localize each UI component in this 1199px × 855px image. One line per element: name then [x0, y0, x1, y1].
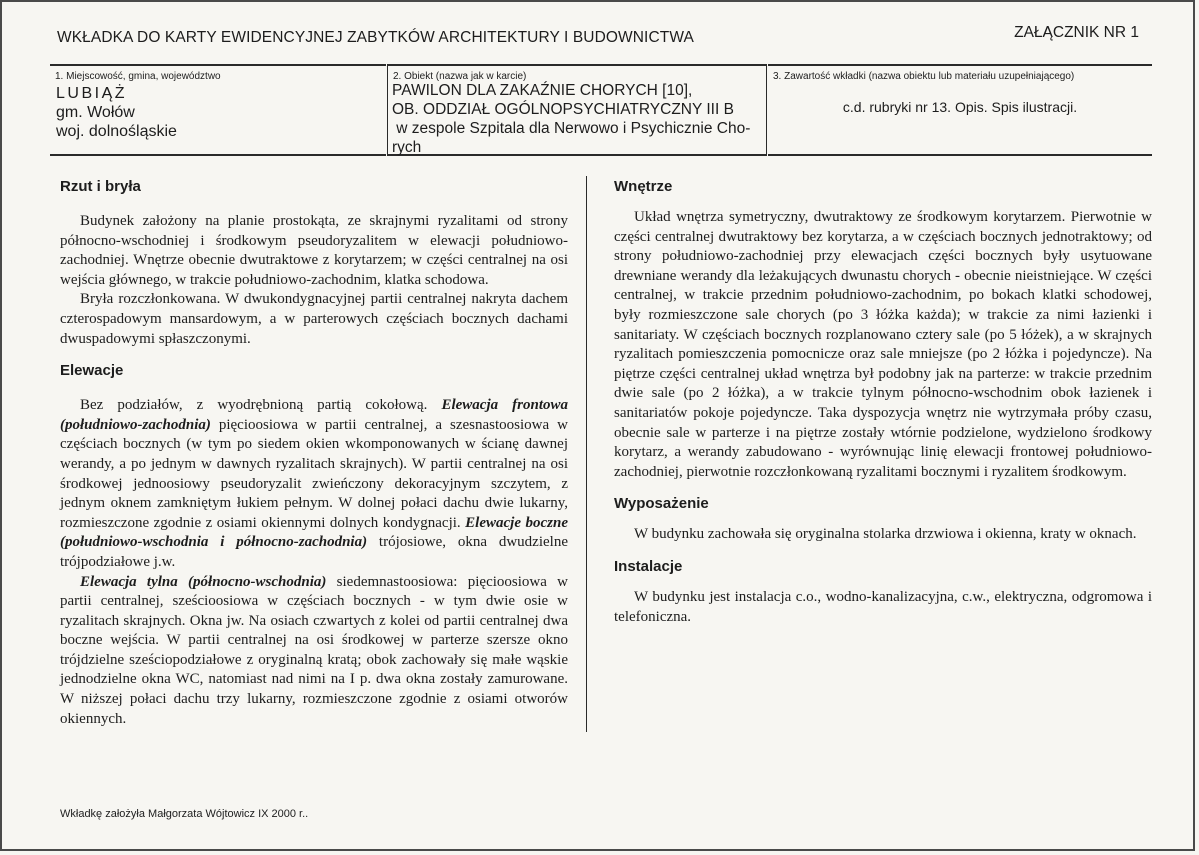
place-name: LUBIĄŻ: [56, 85, 128, 102]
object-line-3: w zespole Szpitala dla Nerwowo i Psychicznie Cho-: [392, 120, 751, 137]
location-values: [56, 84, 177, 141]
heading-wnetrze: Wnętrze: [614, 178, 673, 195]
contents-box: [768, 64, 1152, 156]
paragraph-elewacje-2: [60, 573, 568, 730]
object-line-2: OB. ODDZIAŁ OGÓLNOPSYCHIATRYCZNY III B: [392, 101, 734, 118]
left-column: [60, 176, 568, 729]
object-box: [387, 64, 767, 156]
location-box: [50, 64, 386, 156]
text-run: Bez podziałów, z wyodrębnioną partią cokołową.: [80, 397, 442, 414]
text-run: pięcioosiowa w partii centralnej, a szesnastoosiowa w częściach bocznych (w tym po siedem okien wkomponowanych w ścianę dawnej werandy, a po jednym w dawnych ryzalitach skrajnych). W partii centralnej na osi środkowej jednoosiowy pseudoryzalit zwieńczony dekoracyjnym szczytem, z jednym oknem zamkniętym łukiem pełnym. W dolnej połaci dachu dwie lukarny, rozmieszczone zgodnie z osiami okiennymi dolnych kondygnacji.: [60, 416, 568, 531]
author-note: Wkładkę założyła Małgorzata Wójtowicz IX 2000 r..: [60, 808, 309, 820]
object-line-4: rych: [392, 139, 422, 156]
heading-rzut: Rzut i bryła: [60, 178, 141, 195]
paragraph-wyposazenie: W budynku zachowała się oryginalna stolarka drzwiowa i okienna, kraty w oknach.: [634, 526, 1137, 543]
form-title: WKŁADKA DO KARTY EWIDENCYJNEJ ZABYTKÓW ARCHITEKTURY I BUDOWNICTWA: [57, 29, 694, 46]
right-column: [614, 176, 1152, 627]
location-label: 1. Miejscowość, gmina, województwo: [55, 71, 221, 82]
text-run: trójosiowe, okna dwudzielne trójpodziałowe j.w.: [60, 534, 568, 570]
contents-value: c.d. rubryki nr 13. Opis. Spis ilustracji.: [842, 99, 1078, 115]
annex-number: ZAŁĄCZNIK NR 1: [1014, 24, 1139, 41]
column-divider: [586, 176, 587, 732]
object-name: [392, 81, 762, 157]
paragraph-elewacje-1: [60, 396, 568, 572]
heading-instalacje: Instalacje: [614, 557, 683, 575]
emphasis-front-elevation: Elewacja frontowa (południowo-zachodnia): [60, 397, 568, 433]
commune-name: gm. Wołów: [56, 104, 135, 121]
heading-elewacje: Elewacje: [60, 362, 124, 380]
contents-label: 3. Zawartość wkładki (nazwa obiektu lub materiału uzupełniającego): [773, 71, 1075, 82]
voivodeship-name: woj. dolnośląskie: [56, 123, 177, 140]
paragraph-wnetrze: Układ wnętrza symetryczny, dwutraktowy ze środkowym korytarzem. Pierwotnie w części centralnej dwutraktowy bez korytarza, a w częściach bocznych jednotraktowy; od strony południowo-zachodniej przy elewacjach części bocznych były usytuowane drewniane werandy dla leżakujących dwunastu chorych - obecnie nieistniejące. W części centralnej, w trakcie przednim południowo-zachodnim, po bokach klatki schodowej, były rozmieszczone sale chorych (po 3 łóżka każda); w trakcie za nimi łazienki i sanitariaty. W częściach bocznych rozplanowano cztery sale (po 5 łóżek), a w skrajnych ryzalitach pomieszczenia pomocnicze oraz sale mniejsze (po 2 łóżka i pojedyncze). Na piętrze części centralnej układ wnętrza był podobny jak na parterze: w trakcie przednim dwie sale (po 2 łóżka), a w trakcie tylnym północno-wschodnim obok łazienek i sanitariatów pokoje pojedyncze. Taka dyspozycja wnętrz nie wytrzymała próby czasu, obecnie sale w parterze i na piętrze zostały wtórnie podzielone, wydzielono środkowy korytarz, a werandy zabudowano - wyrównując linię elewacji frontowej południowo-zachodniej, pierwotnie rozczłonkowaną ryzalitami bocznymi i ryzalitem środkowym.: [614, 209, 1152, 480]
paragraph-rzut-1: Budynek założony na planie prostokąta, ze skrajnymi ryzalitami od strony północno-wschodniej i środkowym pseudoryzalitem w elewacji południowo-zachodniej. Wnętrze obecnie dwutraktowe z korytarzem; w części centralnej na osi wejścia głównego, w trakcie południowo-zachodnim, klatka schodowa.: [60, 213, 568, 288]
text-run: siedemnastoosiowa: pięcioosiowa w partii centralnej, sześcioosiowa w częściach bocznych - w tym dwie osie w ryzalitach skrajnych. Okna jw. Na osiach czwartych z kolei od partii centralnej dwa boczne wejścia. W partii centralnej na osi środkowej w parterze szersze okno trójdzielne sześciopodziałowe z oryginalną kratą; obok zachowały się małe wąskie jednodzielne okna WC, natomiast nad nimi na I p. dwa okna zostały zamurowane. W niższej połaci dachu trzy lukarny, rozmieszczone zgodnie z osiami otworów okiennych.: [60, 573, 568, 727]
object-line-1: PAWILON DLA ZAKAŹNIE CHORYCH [10],: [392, 82, 693, 99]
emphasis-rear-elevation: Elewacja tylna (północno-wschodnia): [80, 573, 327, 590]
object-label: 2. Obiekt (nazwa jak w karcie): [393, 71, 527, 82]
paragraph-instalacje: W budynku jest instalacja c.o., wodno-kanalizacyjna, c.w., elektryczna, odgromowa i telefoniczna.: [614, 588, 1152, 625]
paragraph-rzut-2: Bryła rozczłonkowana. W dwukondygnacyjnej partii centralnej nakryta dachem czterospadowym mansardowym, a w parterowych częściach bocznych dachami dwuspadowymi spłaszczonymi.: [60, 291, 568, 347]
heading-wyposazenie: Wyposażenie: [614, 495, 709, 513]
emphasis-side-elevations: Elewacje boczne (południowo-wschodnia i północno-zachodnia): [60, 514, 568, 551]
